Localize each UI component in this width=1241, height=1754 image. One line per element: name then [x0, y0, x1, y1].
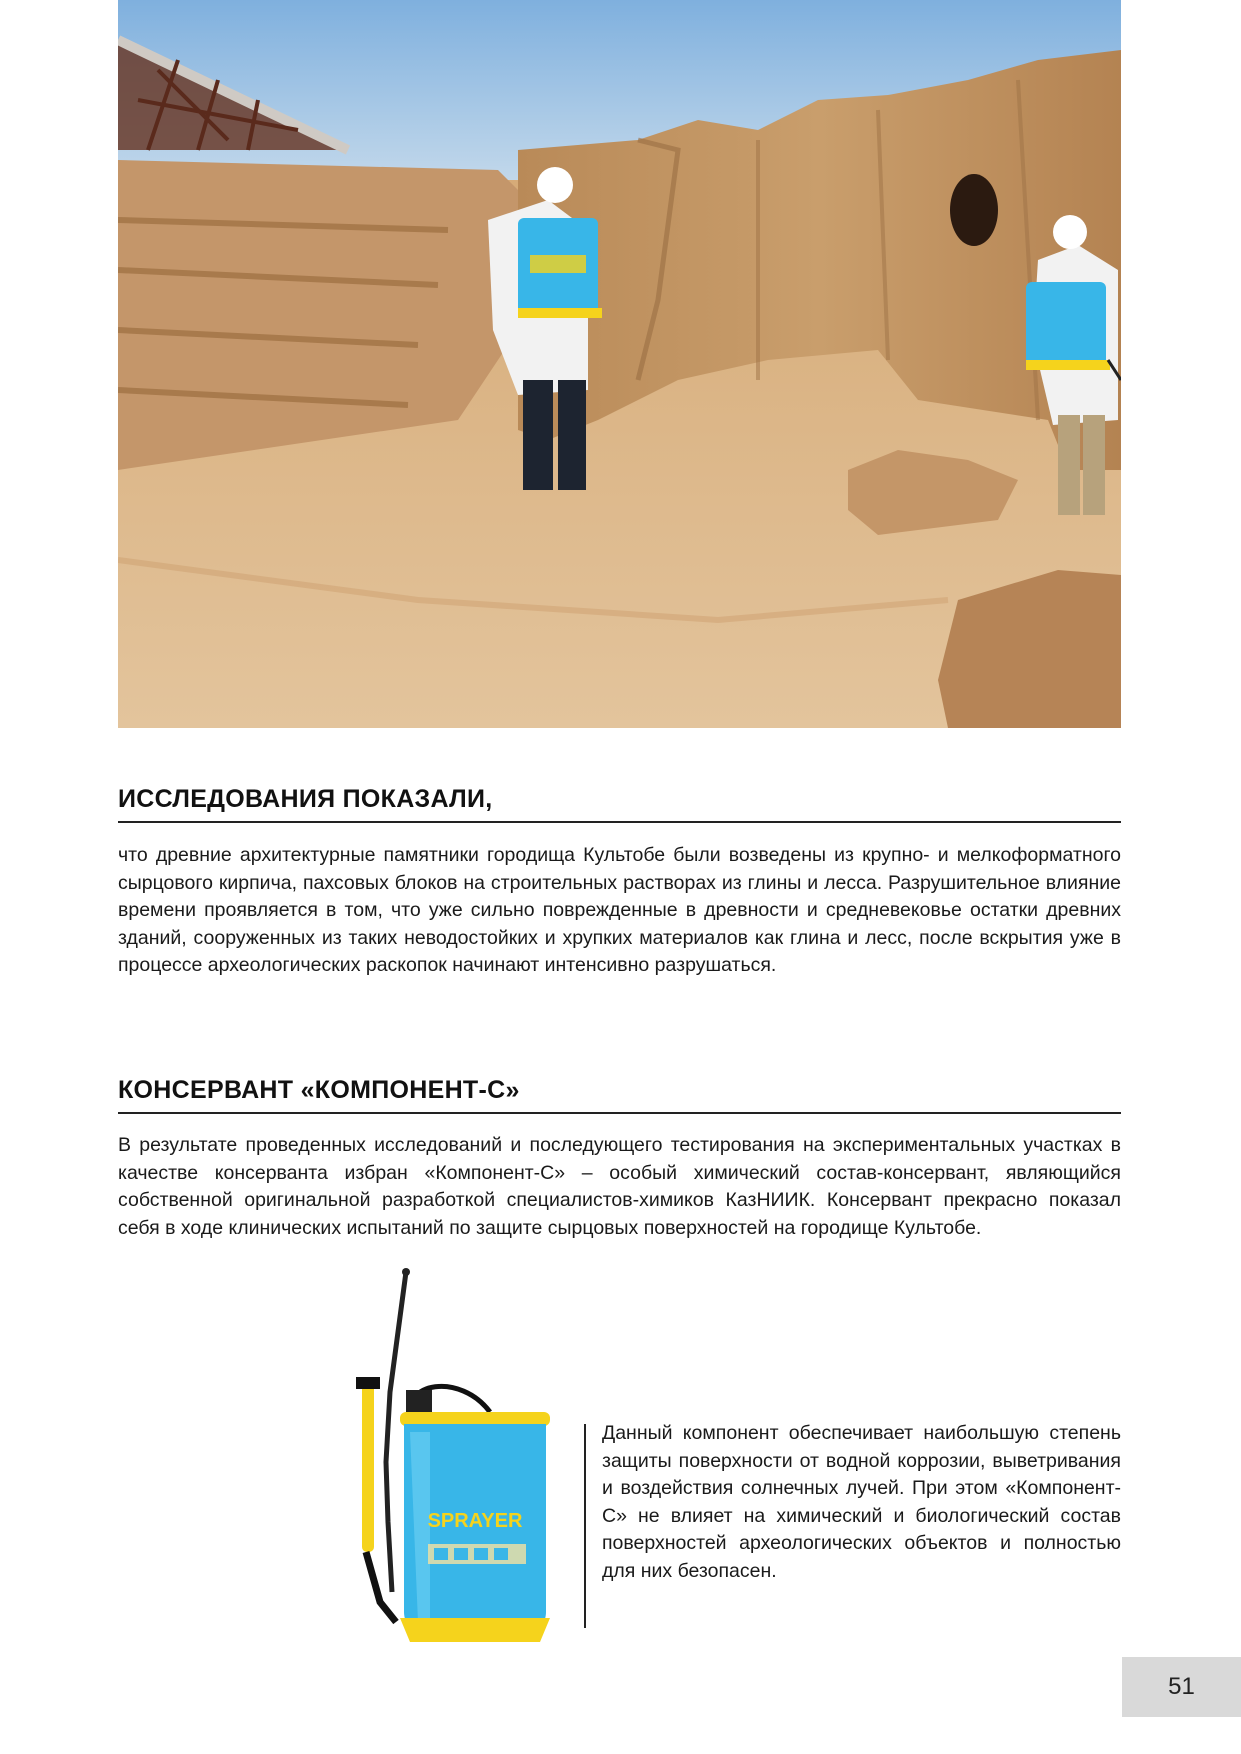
heading-divider: [118, 821, 1121, 823]
excavation-photo: [118, 0, 1121, 728]
section-heading-research: ИССЛЕДОВАНИЯ ПОКАЗАЛИ,: [118, 785, 493, 813]
sprayer-brand-label: SPRAYER: [427, 1510, 523, 1532]
side-note-divider: [584, 1424, 586, 1628]
page-number: 51: [1122, 1657, 1241, 1717]
research-paragraph: что древние архитектурные памятники городища Культобе были возведены из крупно- и мелкоформатного сырцового кирпича, пахсовых блоков на строительных растворах из глины и лесса. Разрушительное влияние времени проявляется в том, что уже сильно поврежденные в древности и средневековье остатки древних зданий, сооруженных из таких неводостойких и хрупких материалов как глина и лесс, после вскрытия уже в процессе археологических раскопок начинают интенсивно разрушаться.: [118, 844, 1121, 976]
side-note-paragraph: Данный компонент обеспечивает наибольшую степень защиты поверхности от водной коррозии, выветривания и воздействия солнечных лучей. При этом «Компонент-С» не влияет на химический и биологический состав поверхностей археологических объектов и полностью для них безопасен.: [602, 1422, 1121, 1582]
preservative-paragraph: В результате проведенных исследований и последующего тестирования на экспериментальных участках в качестве консерванта избран «Компонент-С» – особый химический состав-консервант, являющийся собственной оригинальной разработкой специалистов-химиков КазНИИК. Консервант прекрасно показал себя в ходе клинических испытаний по защите сырцовых поверхностей на городище Культобе.: [118, 1134, 1121, 1239]
heading-divider: [118, 1112, 1121, 1114]
section-heading-preservative: КОНСЕРВАНТ «КОМПОНЕНТ-С»: [118, 1076, 520, 1104]
sprayer-image: [340, 1262, 570, 1652]
